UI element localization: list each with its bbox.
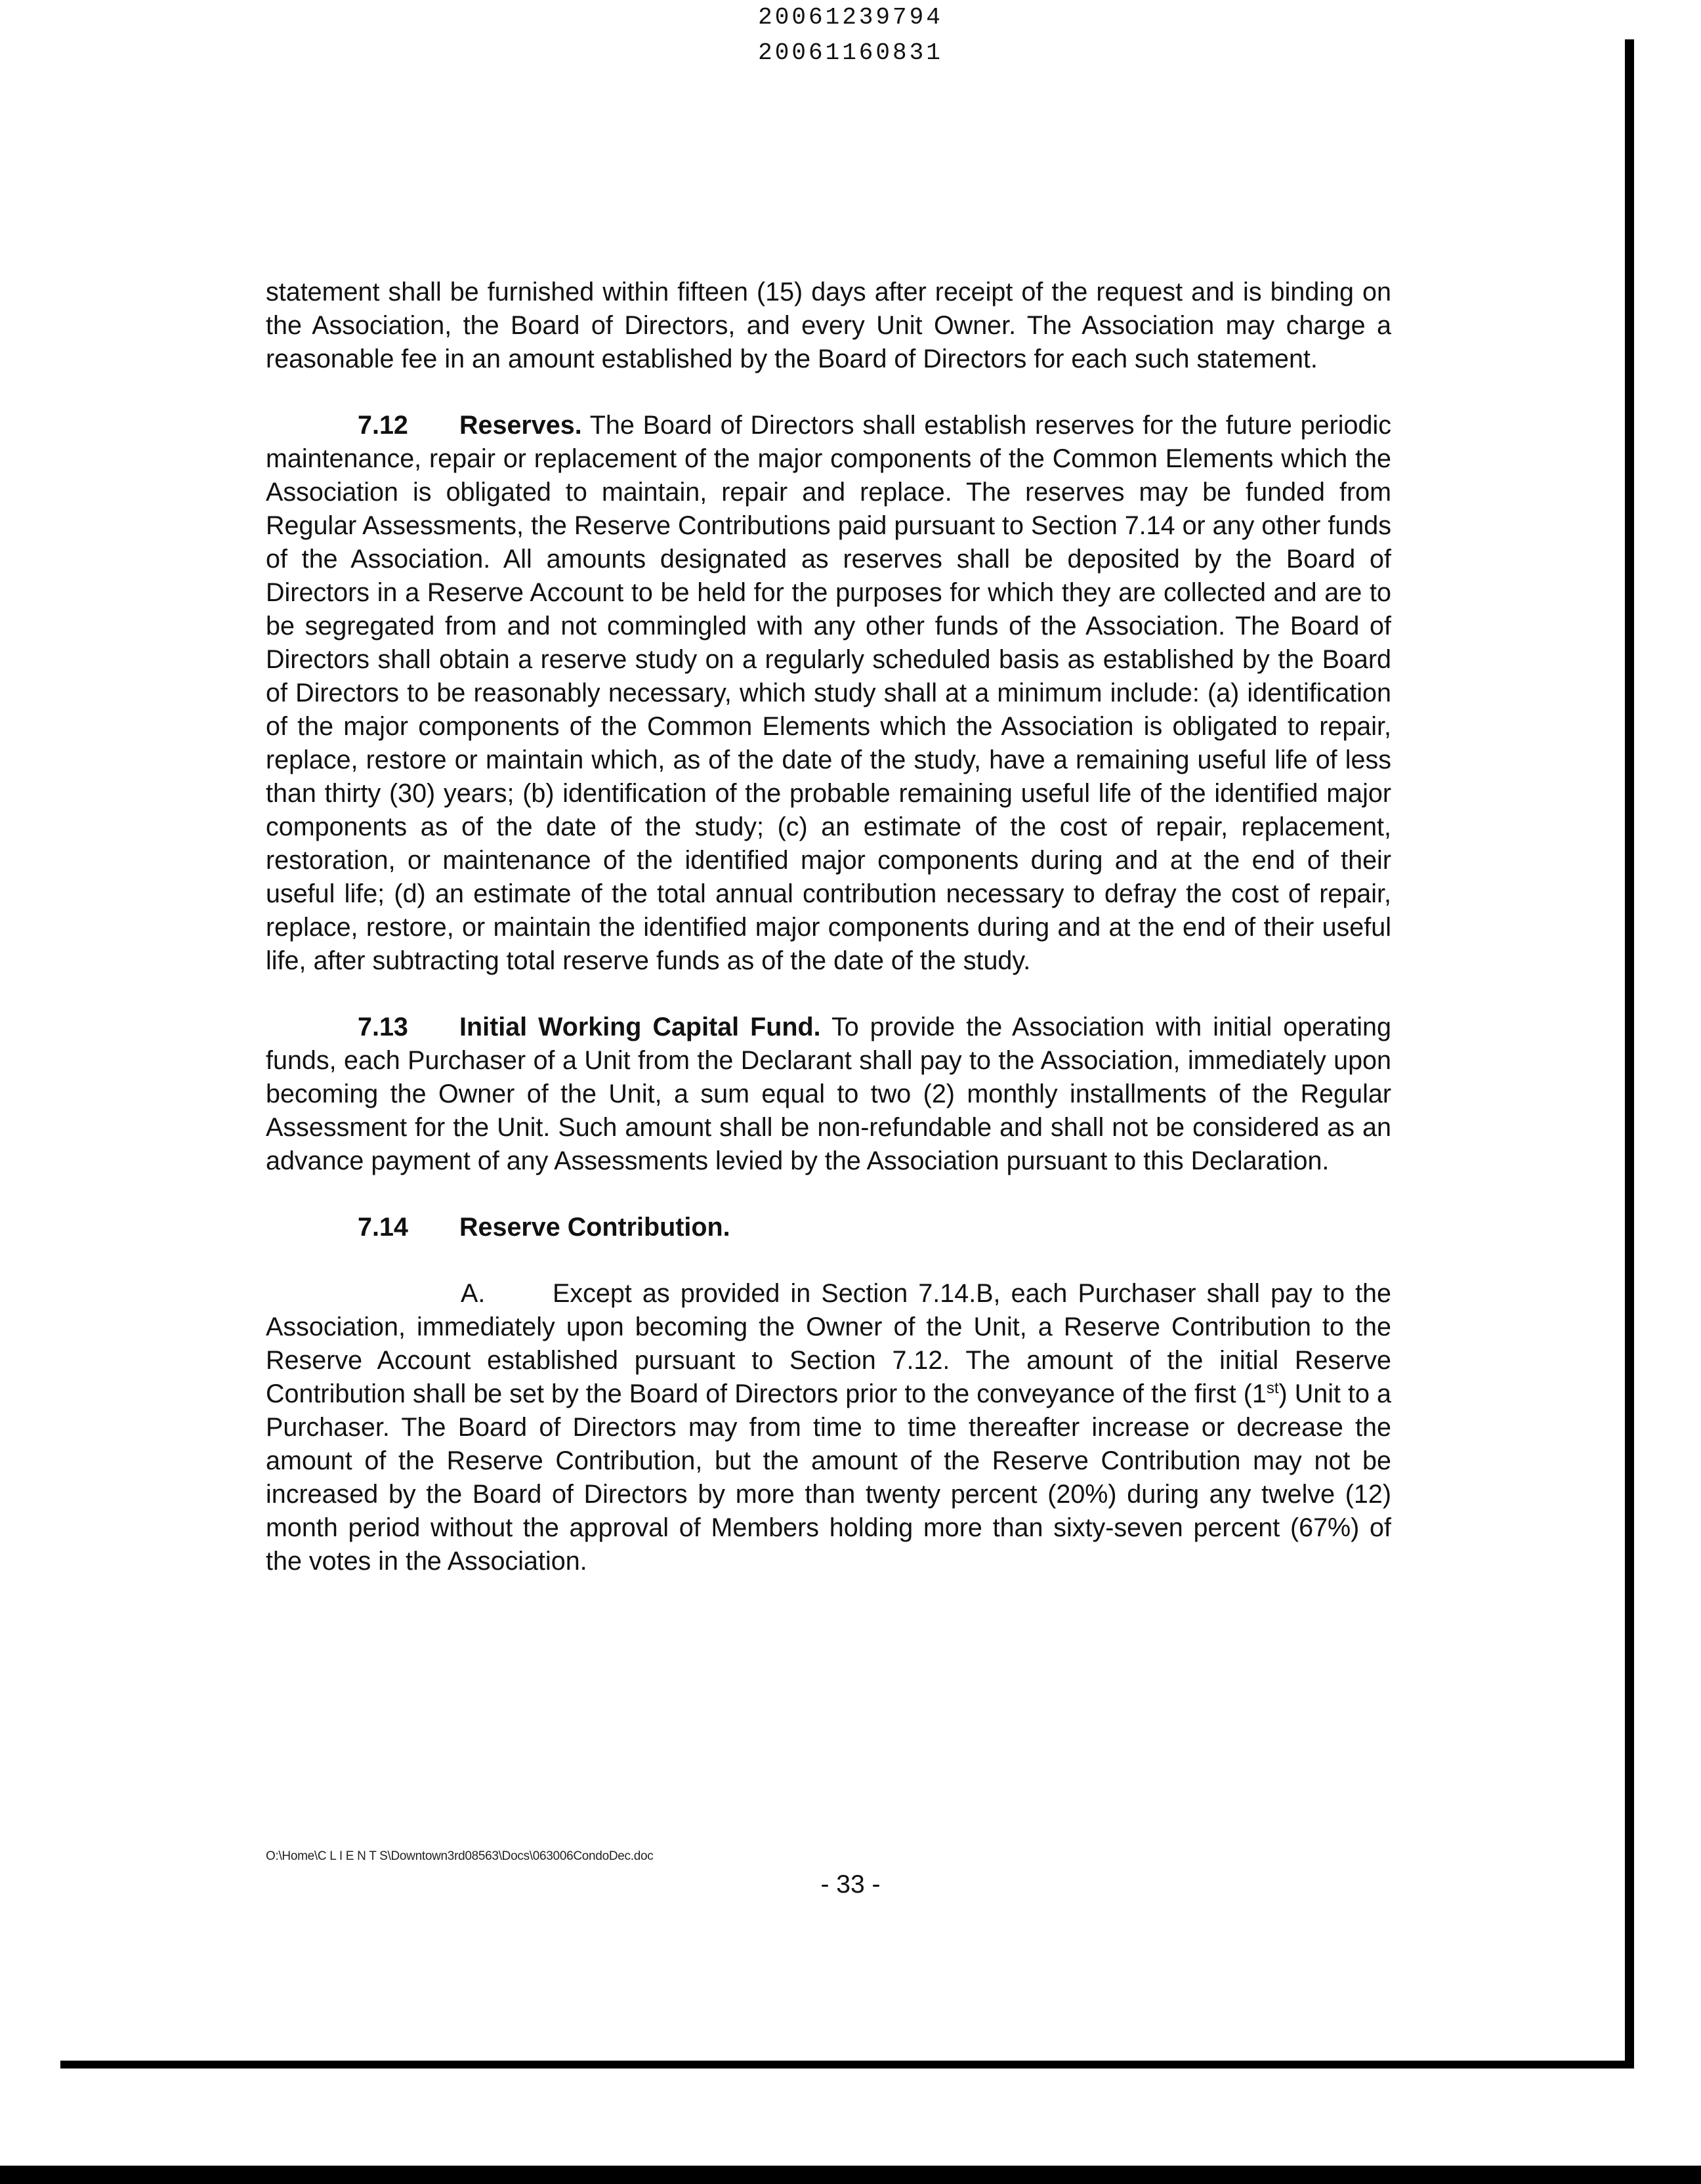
section-title: Reserves. — [459, 411, 582, 440]
subsection-a — [266, 1277, 1391, 1578]
continuation-paragraph: statement shall be furnished within fifteen (15) days after receipt of the request and is binding on the Association, the Board of Directors, and every Unit Owner. The Association may charge a reasonable fee in an amount established by the Board of Directors for each such statement. — [266, 278, 1391, 373]
recording-number-top: 20061239794 — [758, 4, 943, 31]
section-7-14-heading — [266, 1211, 1391, 1244]
subsection-text-part-2: ) Unit to a Purchaser. The Board of Directors may from time to time thereafter increase or decrease the amount of the Reserve Contribution, but the amount of the Reserve Contribution may not be increased by the Board of Directors by more than twenty percent (20%) during any twelve (12) month period without the approval of Members holding more than sixty-seven percent (67%) of the votes in the Association. — [266, 1379, 1391, 1576]
document-body — [266, 276, 1391, 1611]
footer-file-path: O:\Home\C L I E N T S\Downtown3rd08563\Docs\063006CondoDec.doc — [266, 1849, 654, 1863]
section-7-13 — [266, 1011, 1391, 1178]
ordinal-superscript: st — [1266, 1379, 1279, 1397]
section-text: The Board of Directors shall establish reserves for the future periodic maintenance, repair or replacement of the major components of the Common Elements which the Association is obligated to maintain, repair and replace. The reserves may be funded from Regular Assessments, the Reserve Contributions paid pursuant to Section 7.14 or any other funds of the Association. All amounts designated as reserves shall be deposited by the Board of Directors in a Reserve Account to be held for the purposes for which they are collected and are to be segregated from and not commingled with any other funds of the Association. The Board of Directors shall obtain a reserve study on a regularly scheduled basis as established by the Board of Directors to be reasonably necessary, which study shall at a minimum include: (a) identification of the major components of the Common Elements which the Association is obligated to repair, replace, restore or maintain which, as of the date of the study, have a remaining useful life of less than thirty (30) years; (b) identification of the probable remaining useful life of the identified major components as of the date of the study; (c) an estimate of the cost of repair, replacement, restoration, or maintenance of the identified major components during and at the end of their useful life; (d) an estimate of the total annual contribution necessary to defray the cost of repair, replace, restore, or maintain the identified major components during and at the end of their useful life, after subtracting total reserve funds as of the date of the study. — [266, 411, 1391, 975]
recording-number-second: 20061160831 — [758, 39, 943, 66]
subsection-text-part-1: Except as provided in Section 7.14.B, each Purchaser shall pay to the Association, immediately upon becoming the Owner of the Unit, a Reserve Contribution to the Reserve Account established pursuant to Section 7.12. The amount of the initial Reserve Contribution shall be set by the Board of Directors prior to the conveyance of the first (1 — [266, 1279, 1391, 1408]
subsection-letter: A. — [461, 1279, 486, 1308]
section-7-12 — [266, 409, 1391, 978]
page-number: - 33 - — [820, 1870, 881, 1899]
section-number: 7.12 — [358, 411, 408, 440]
section-title: Initial Working Capital Fund. — [459, 1013, 821, 1041]
scan-bottom-border — [60, 2061, 1634, 2068]
section-text: To provide the Association with initial operating funds, each Purchaser of a Unit from the Declarant shall pay to the Association, immediately upon becoming the Owner of the Unit, a sum equal to two (2) monthly installments of the Regular Assessment for the Unit. Such amount shall be non-refundable and shall not be considered as an advance payment of any Assessments levied by the Association pursuant to this Declaration. — [266, 1013, 1391, 1175]
scan-right-border — [1625, 39, 1634, 2067]
section-number: 7.14 — [358, 1213, 408, 1242]
section-title: Reserve Contribution. — [459, 1213, 730, 1242]
section-number: 7.13 — [358, 1013, 408, 1041]
scan-bottom-band — [0, 2166, 1701, 2184]
